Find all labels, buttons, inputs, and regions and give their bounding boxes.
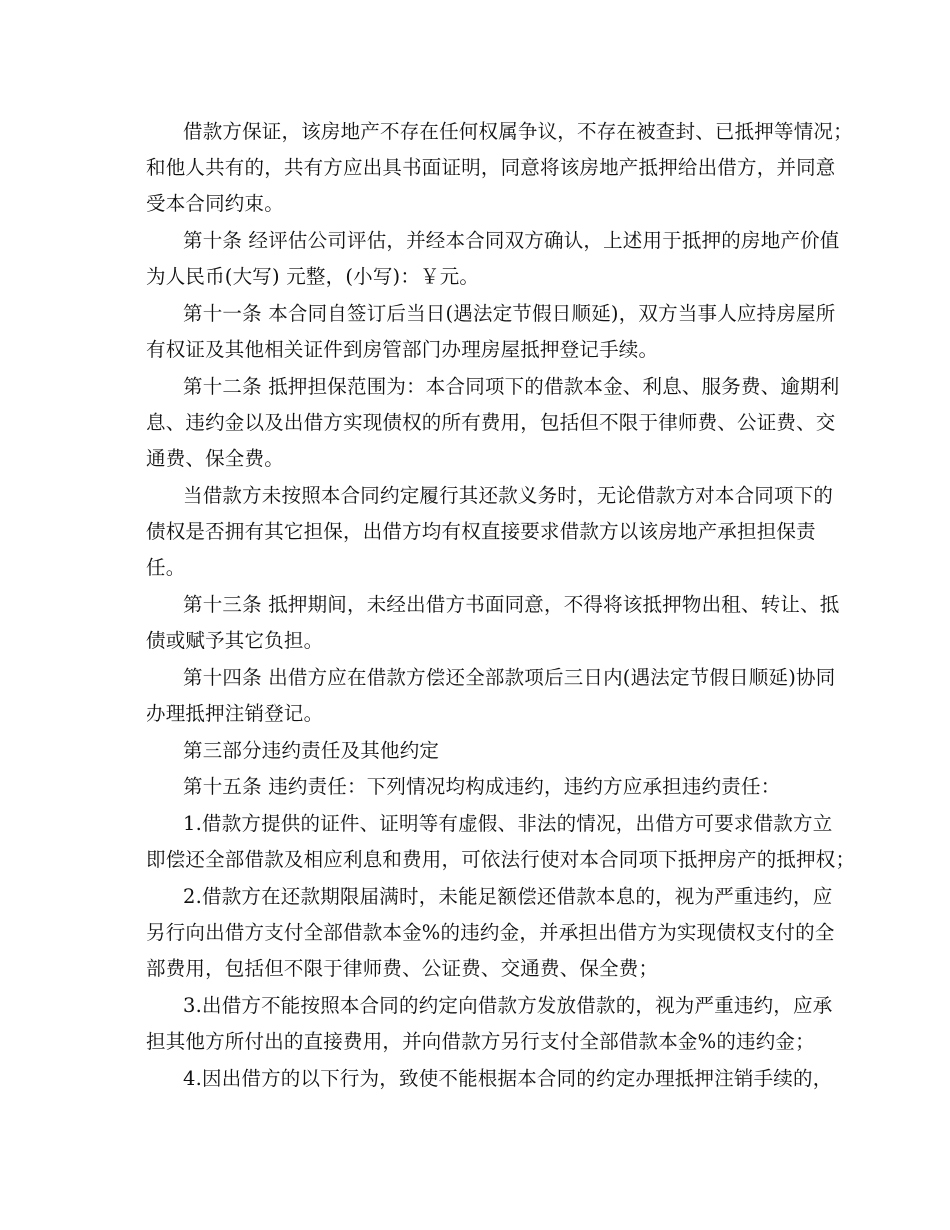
paragraph-line: 受本合同约束。 [146, 192, 284, 215]
article-12-line: 息、违约金以及出借方实现债权的所有费用，包括但不限于律师费、公证费、交 [146, 411, 836, 434]
article-13-line: 债或赋予其它负担。 [146, 629, 324, 652]
paragraph-line: 任。 [146, 556, 186, 579]
article-14-line: 办理抵押注销登记。 [146, 702, 324, 725]
article-10-line: 第十条 经评估公司评估，并经本合同双方确认，上述用于抵押的房地产价值 [183, 229, 840, 252]
article-13-line: 第十三条 抵押期间，未经出借方书面同意，不得将该抵押物出租、转让、抵 [183, 593, 840, 616]
article-11-line: 第十一条 本合同自签订后当日(遇法定节假日顺延)，双方当事人应持房屋所 [183, 302, 836, 325]
section-heading: 第三部分违约责任及其他约定 [183, 739, 440, 762]
paragraph-line: 借款方保证，该房地产不存在任何权属争议，不存在被查封、已抵押等情况； [183, 120, 853, 143]
article-14-line: 第十四条 出借方应在借款方偿还全部款项后三日内(遇法定节假日顺延)协同 [183, 666, 836, 689]
paragraph-line: 当借款方未按照本合同约定履行其还款义务时，无论借款方对本合同项下的 [183, 484, 834, 507]
paragraph-line: 债权是否拥有其它担保，出借方均有权直接要求借款方以该房地产承担担保责 [146, 520, 816, 543]
clause-3-line: 担其他方所付出的直接费用，并向借款方另行支付全部借款本金%的违约金； [146, 1030, 815, 1053]
article-11-line: 有权证及其他相关证件到房管部门办理房屋抵押登记手续。 [146, 338, 659, 361]
clause-1-line: 即偿还全部借款及相应利息和费用，可依法行使对本合同项下抵押房产的抵押权； [146, 848, 856, 871]
paragraph-line: 和他人共有的，共有方应出具书面证明，同意将该房地产抵押给出借方，并同意 [146, 156, 836, 179]
clause-2-line: 2.借款方在还款期限届满时，未能足额偿还借款本息的，视为严重违约，应 [183, 885, 833, 908]
article-12-line: 第十二条 抵押担保范围为：本合同项下的借款本金、利息、服务费、逾期利 [183, 375, 840, 398]
clause-1-line: 1.借款方提供的证件、证明等有虚假、非法的情况，出借方可要求借款方立 [183, 812, 833, 835]
clause-3-line: 3.出借方不能按照本合同的约定向借款方发放借款的，视为严重违约，应承 [183, 994, 833, 1017]
article-12-line: 通费、保全费。 [146, 447, 284, 470]
clause-2-line: 部费用，包括但不限于律师费、公证费、交通费、保全费； [146, 957, 659, 980]
article-15-line: 第十五条 违约责任：下列情况均构成违约，违约方应承担违约责任： [183, 775, 781, 798]
clause-4-line: 4.因出借方的以下行为，致使不能根据本合同的约定办理抵押注销手续的， [183, 1067, 833, 1090]
article-10-line: 为人民币(大写) 元整，(小写)：￥元。 [146, 265, 480, 288]
clause-2-line: 另行向出借方支付全部借款本金%的违约金，并承担出借方为实现债权支付的全 [146, 921, 835, 944]
